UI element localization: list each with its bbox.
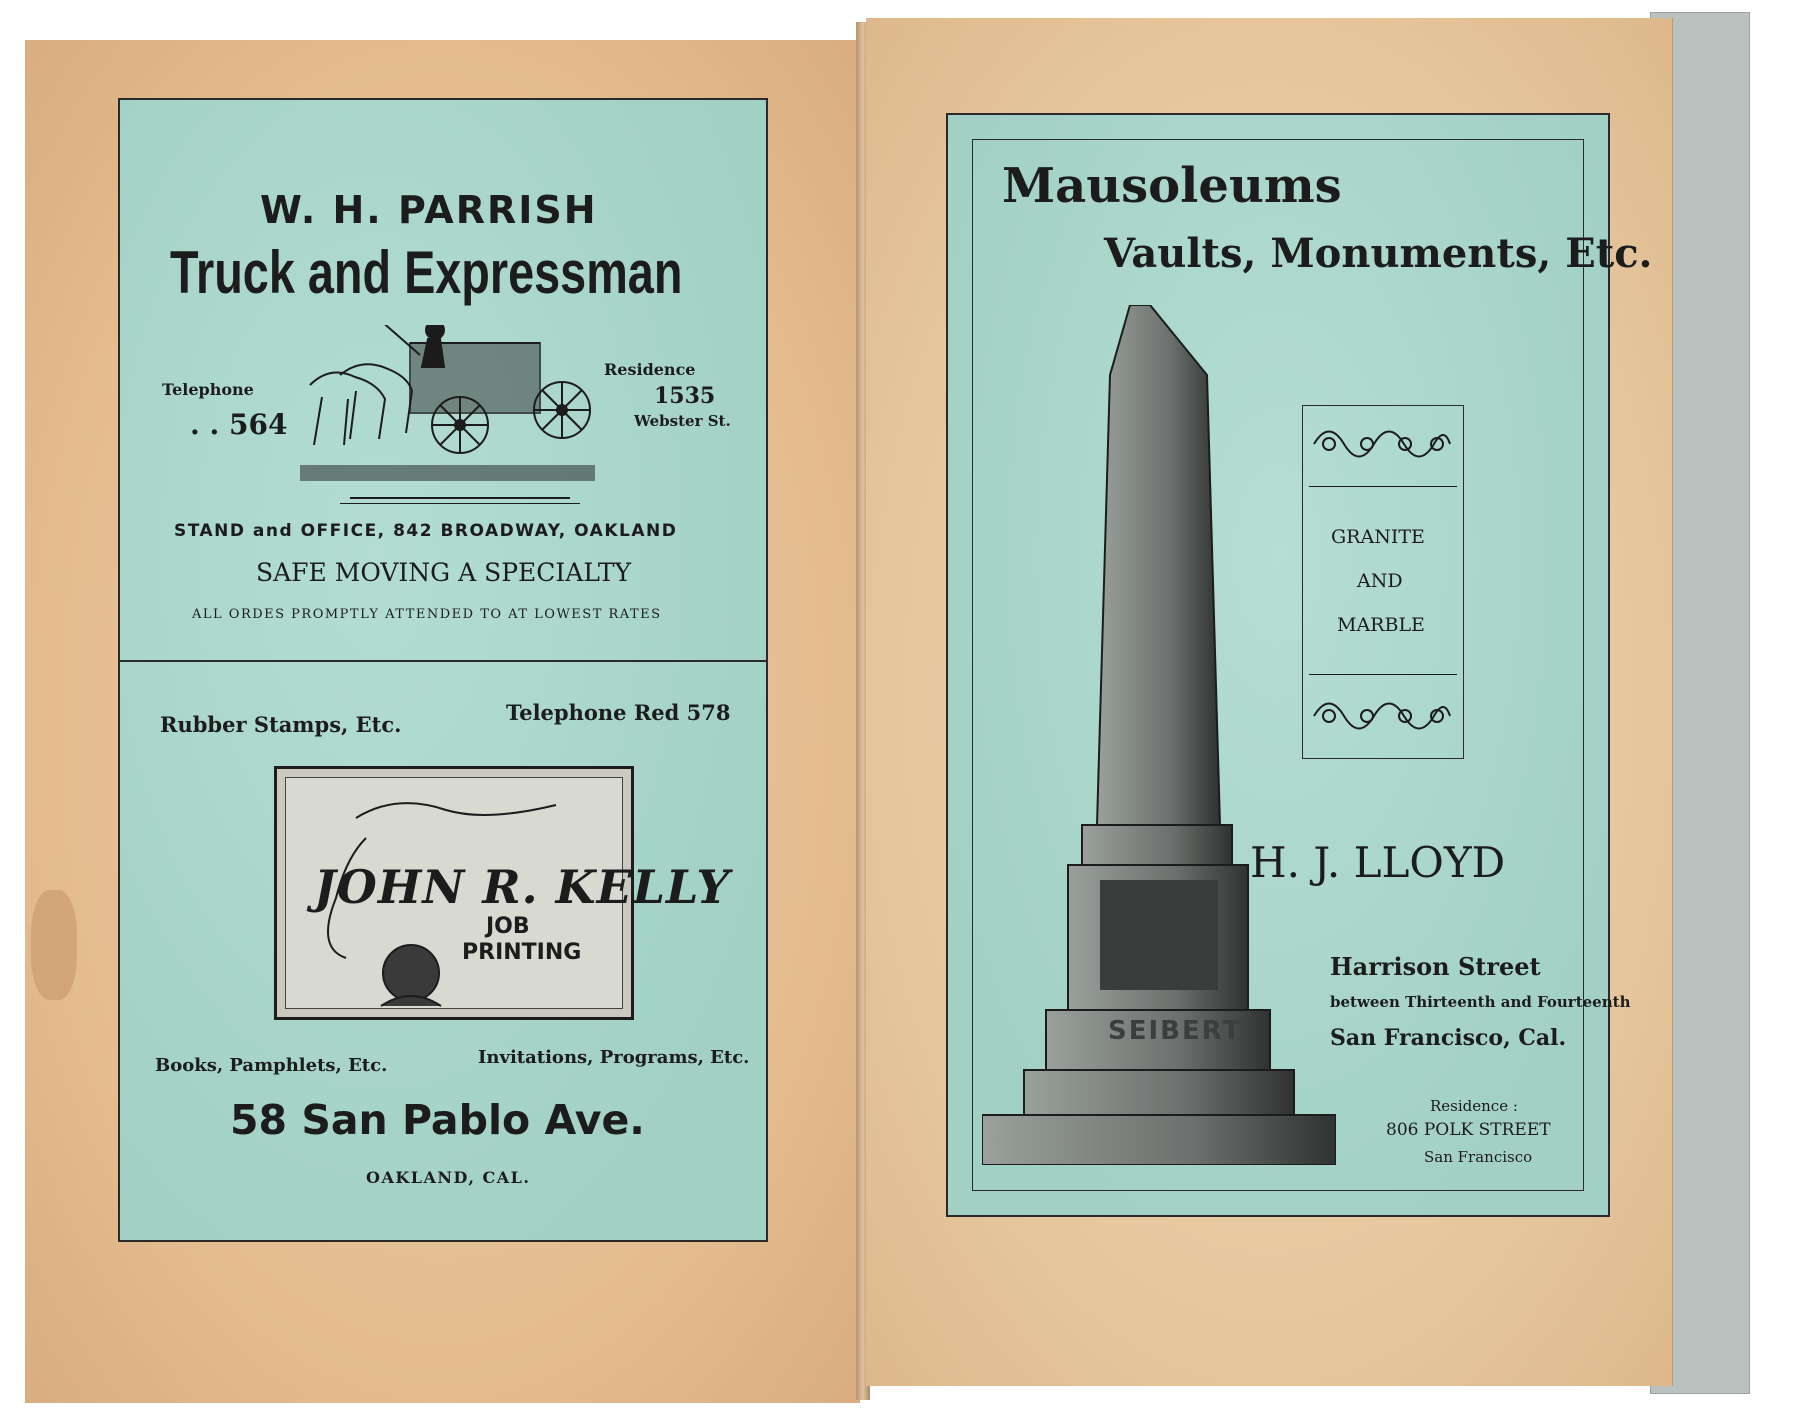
parrish-trade: Truck and Expressman [170,239,683,306]
residence-number: 1535 [654,383,716,409]
page-stain [31,890,77,1000]
parrish-stand: STAND and OFFICE, 842 BROADWAY, OAKLAND [174,521,678,541]
residence-label-right: Residence : [1430,1097,1518,1115]
residence-street-right: 806 POLK STREET [1386,1120,1551,1140]
advert-divider [120,660,766,662]
kelly-logo-box [274,766,731,1020]
lloyd-city: San Francisco, Cal. [1330,1025,1567,1051]
parrish-name: W. H. PARRISH [260,188,598,232]
kelly-logo-job: JOB [486,914,530,939]
telephone-number: . . 564 [190,408,288,441]
heading-mausoleums: Mausoleums [1002,158,1342,214]
kelly-city: OAKLAND, CAL. [366,1168,531,1187]
kelly-telephone: Telephone Red 578 [506,700,731,725]
parrish-orders: ALL ORDES PROMPTLY ATTENDED TO AT LOWEST RATES [192,607,662,622]
kelly-invitations: Invitations, Programs, Etc. [478,1047,750,1068]
kelly-logo-name: JOHN R. KELLY [314,860,731,914]
marble-text: MARBLE [1337,614,1425,636]
kelly-logo-printing: PRINTING [462,940,582,965]
residence-street: Webster St. [634,412,731,430]
granite-ornament-box [1302,405,1464,759]
lloyd-street: Harrison Street [1330,952,1541,981]
rule-line [350,497,570,499]
horse-wagon-illustration [300,325,595,485]
kelly-logo-inner [285,777,731,1009]
heading-vaults: Vaults, Monuments, Etc. [1104,230,1653,277]
residence-label: Residence [604,360,696,379]
granite-text: GRANITE [1331,526,1425,548]
rule-line [340,503,580,504]
scroll-ornament-bottom [1309,686,1455,746]
and-text: AND [1357,570,1403,592]
parrish-specialty: SAFE MOVING A SPECIALTY [256,558,632,587]
box-rule [1309,486,1457,487]
monument-inscription: SEIBERT [1108,1016,1243,1046]
box-rule [1309,674,1457,675]
lloyd-name: H. J. LLOYD [1250,838,1506,887]
rubber-stamps: Rubber Stamps, Etc. [160,712,402,737]
lloyd-between: between Thirteenth and Fourteenth [1330,993,1631,1011]
kelly-address: 58 San Pablo Ave. [230,1096,645,1144]
residence-city-right: San Francisco [1424,1148,1533,1166]
telephone-label: Telephone [162,380,254,399]
kelly-books: Books, Pamphlets, Etc. [155,1055,388,1076]
scroll-ornament-top [1309,414,1455,474]
